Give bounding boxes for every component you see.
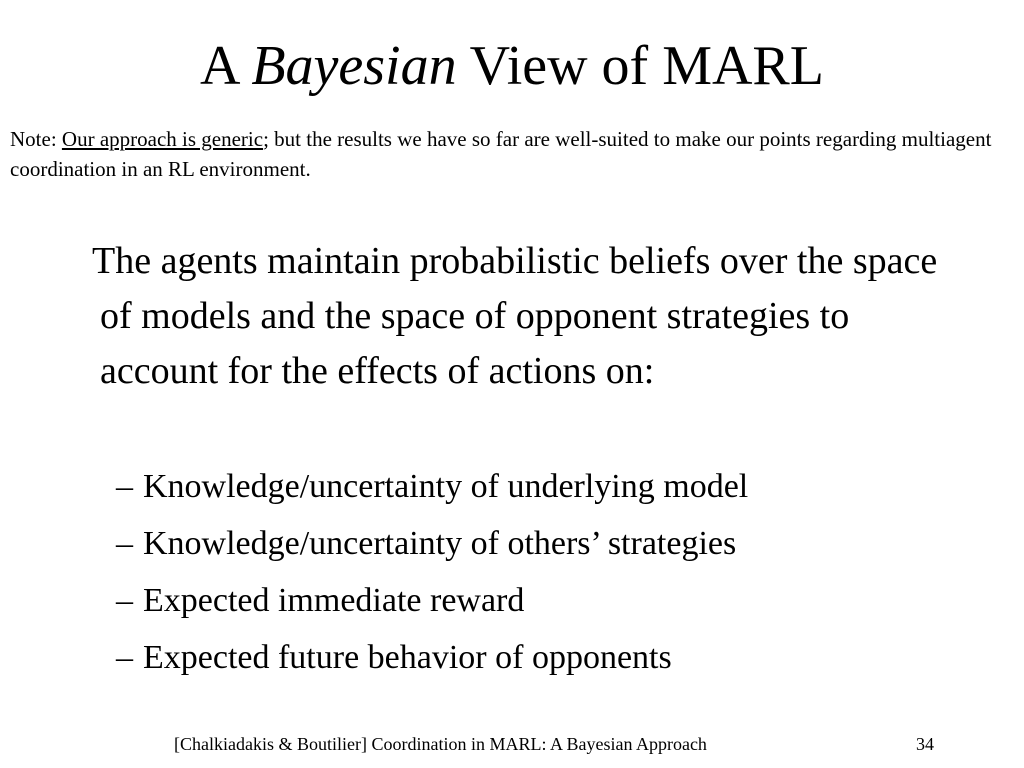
bullet-item — [116, 515, 996, 572]
bullet-text: Expected future behavior of opponents — [143, 639, 672, 676]
main-paragraph: The agents maintain probabilistic beliefs over the space of models and the space of opponent strategies to account for the effects of actions on: — [92, 240, 938, 392]
slide-title — [0, 30, 1024, 102]
bullet-dash: – — [116, 639, 133, 676]
bullet-text: Expected immediate reward — [143, 582, 525, 619]
bullet-dash: – — [116, 525, 133, 562]
title-suffix: View of MARL — [456, 35, 824, 97]
page-number: 34 — [916, 734, 934, 754]
bullet-item — [116, 458, 996, 515]
bullet-dash: – — [116, 582, 133, 619]
bullet-list — [116, 458, 996, 686]
bullet-text: Knowledge/uncertainty of others’ strategies — [143, 525, 737, 562]
bullet-item — [116, 629, 996, 686]
note-underlined-text: Our approach is generic — [61, 127, 264, 151]
note-label: Note: — [10, 127, 62, 151]
title-italic-word: Bayesian — [251, 35, 457, 97]
footer-citation: [Chalkiadakis & Boutilier] Coordination in MARL: A Bayesian Approach — [174, 734, 707, 754]
bullet-dash: – — [116, 468, 133, 505]
title-prefix: A — [199, 35, 252, 97]
bullet-item — [116, 572, 996, 629]
bullet-text: Knowledge/uncertainty of underlying model — [143, 468, 749, 505]
note-rest-text: ; but the results we have so far are well-suited to make our points regarding multiagent coordination in an RL environment. — [10, 127, 992, 181]
note-paragraph — [10, 124, 1014, 184]
